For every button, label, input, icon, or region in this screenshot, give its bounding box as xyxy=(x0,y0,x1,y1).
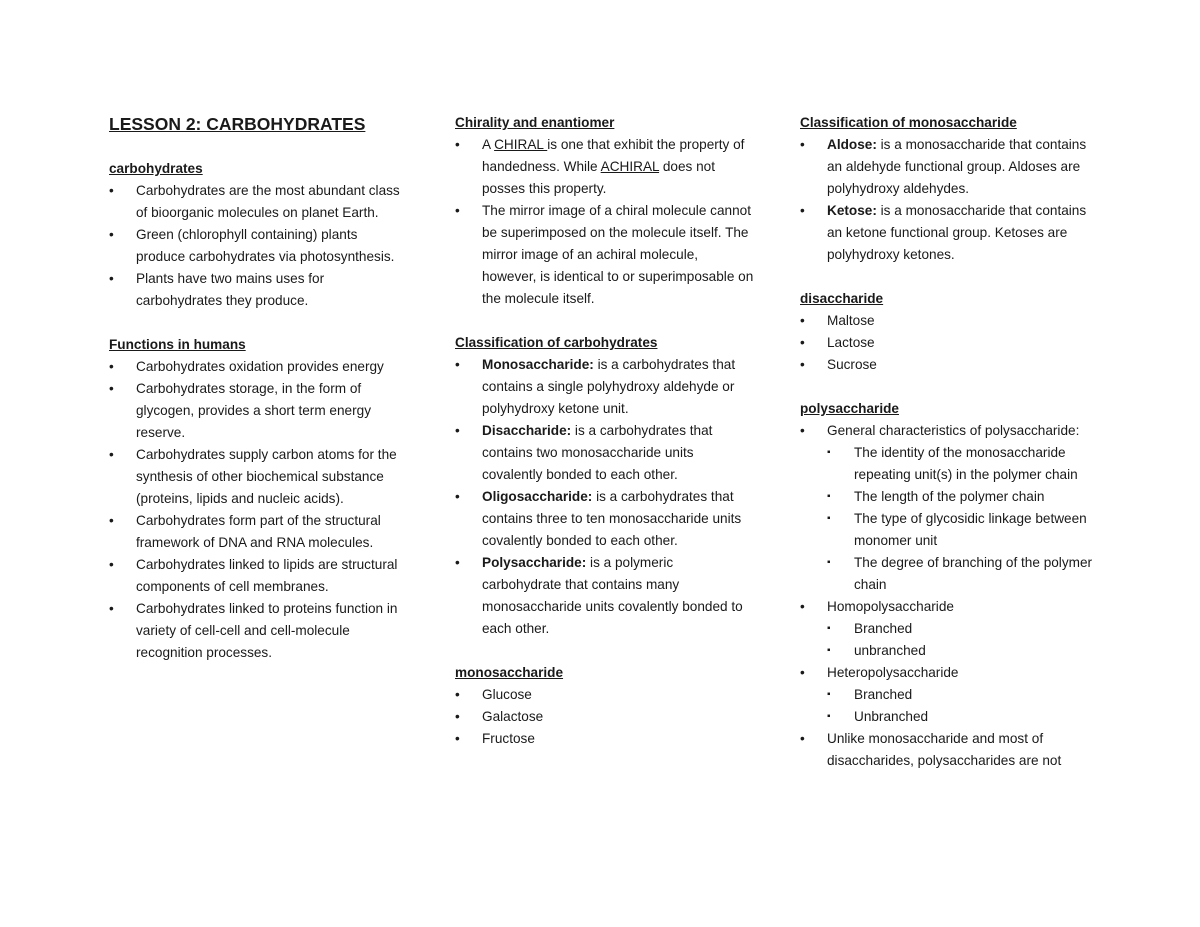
sub-bullet-list xyxy=(827,618,1100,662)
sub-list-item: ▪ The type of glycosidic linkage between monomer unit xyxy=(827,508,1100,552)
list-item: • Carbohydrates linked to proteins function in variety of cell-cell and cell-molecule recognition processes. xyxy=(109,598,409,664)
section-heading-classification-mono: Classification of monosaccharide xyxy=(800,115,1017,130)
section-monosaccharide xyxy=(455,662,755,750)
bullet-list xyxy=(800,420,1100,772)
term: Aldose: xyxy=(827,137,877,152)
list-item xyxy=(455,134,755,200)
list-item xyxy=(800,596,1100,662)
section-heading-disaccharide: disaccharide xyxy=(800,291,884,306)
section-carbohydrates xyxy=(109,158,409,312)
list-item xyxy=(800,134,1100,200)
term: Monosaccharide: xyxy=(482,357,594,372)
text-run: A xyxy=(482,137,495,152)
sub-list-item: ▪ Branched xyxy=(827,684,1100,706)
sub-list-item: ▪ The degree of branching of the polymer chain xyxy=(827,552,1100,596)
sub-list-item: ▪ The length of the polymer chain xyxy=(827,486,1100,508)
definition: is a carbohydrates that contains a single polyhydroxy aldehyde or polyhydroxy ketone unit. xyxy=(482,357,736,416)
list-item: • Green (chlorophyll containing) plants produce carbohydrates via photosynthesis. xyxy=(109,224,409,268)
definition: is a polymeric carbohydrate that contains many monosaccharide units covalently bonded to each other. xyxy=(482,555,743,636)
section-chirality xyxy=(455,112,755,310)
definition: is a monosaccharide that contains an ketone functional group. Ketoses are polyhydroxy ketones. xyxy=(827,203,1087,262)
sub-bullet-list xyxy=(827,442,1100,596)
sub-list-item: ▪ Branched xyxy=(827,618,1100,640)
list-item: • Unlike monosaccharide and most of disaccharides, polysaccharides are not xyxy=(800,728,1100,772)
definition: is a carbohydrates that contains two monosaccharide units covalently bonded to each other. xyxy=(482,423,713,482)
list-item xyxy=(455,354,755,420)
column-1 xyxy=(109,112,409,686)
sub-bullet-list xyxy=(827,684,1100,728)
bullet-list xyxy=(800,310,1100,376)
list-item xyxy=(455,486,755,552)
list-item: • Lactose xyxy=(800,332,1100,354)
bullet-list xyxy=(109,180,409,312)
section-heading-chirality: Chirality and enantiomer xyxy=(455,115,615,130)
list-item: • Sucrose xyxy=(800,354,1100,376)
section-functions xyxy=(109,334,409,664)
list-item-text: Homopolysaccharide xyxy=(827,599,954,614)
term: Polysaccharide: xyxy=(482,555,587,570)
column-2 xyxy=(455,112,755,772)
sub-list-item: ▪ The identity of the monosaccharide repeating unit(s) in the polymer chain xyxy=(827,442,1100,486)
text-run: is one that exhibit the property of handedness. While xyxy=(482,137,745,174)
list-item xyxy=(455,552,755,640)
list-item: • Carbohydrates storage, in the form of glycogen, provides a short term energy reserve. xyxy=(109,378,409,444)
bullet-list xyxy=(455,354,755,640)
term-chiral: CHIRAL xyxy=(494,137,548,152)
list-item: • The mirror image of a chiral molecule cannot be superimposed on the molecule itself. The mirror image of an achiral molecule, however, is identical to or superimposable on the molecule itself. xyxy=(455,200,755,310)
bullet-list xyxy=(455,684,755,750)
section-heading-monosaccharide: monosaccharide xyxy=(455,665,564,680)
list-item: • Carbohydrates oxidation provides energy xyxy=(109,356,409,378)
term: Ketose: xyxy=(827,203,877,218)
list-item: • Plants have two mains uses for carbohydrates they produce. xyxy=(109,268,409,312)
column-3 xyxy=(800,112,1100,794)
list-item-text: Heteropolysaccharide xyxy=(827,665,959,680)
list-item: • Fructose xyxy=(455,728,755,750)
list-item xyxy=(800,200,1100,266)
sub-list-item: ▪ Unbranched xyxy=(827,706,1100,728)
list-item xyxy=(800,420,1100,596)
list-item: • Galactose xyxy=(455,706,755,728)
term-achiral: ACHIRAL xyxy=(600,159,660,174)
section-classification-monosaccharide xyxy=(800,112,1100,266)
list-item-text: General characteristics of polysaccharide: xyxy=(827,423,1080,438)
list-item: • Carbohydrates form part of the structural framework of DNA and RNA molecules. xyxy=(109,510,409,554)
section-disaccharide xyxy=(800,288,1100,376)
list-item xyxy=(455,420,755,486)
page-title: LESSON 2: CARBOHYDRATES xyxy=(109,114,366,134)
section-polysaccharide xyxy=(800,398,1100,772)
section-heading-classification: Classification of carbohydrates xyxy=(455,335,658,350)
term: Disaccharide: xyxy=(482,423,572,438)
section-heading-functions: Functions in humans xyxy=(109,337,246,352)
section-heading-carbohydrates: carbohydrates xyxy=(109,161,203,176)
list-item: • Carbohydrates linked to lipids are structural components of cell membranes. xyxy=(109,554,409,598)
section-heading-polysaccharide: polysaccharide xyxy=(800,401,899,416)
sub-list-item: ▪ unbranched xyxy=(827,640,1100,662)
term: Oligosaccharide: xyxy=(482,489,593,504)
definition: is a carbohydrates that contains three to ten monosaccharide units covalently bonded to each other. xyxy=(482,489,742,548)
list-item xyxy=(800,662,1100,728)
list-item: • Carbohydrates are the most abundant class of bioorganic molecules on planet Earth. xyxy=(109,180,409,224)
list-item: • Maltose xyxy=(800,310,1100,332)
section-classification-carbohydrates xyxy=(455,332,755,640)
list-item: • Glucose xyxy=(455,684,755,706)
list-item: • Carbohydrates supply carbon atoms for the synthesis of other biochemical substance (proteins, lipids and nucleic acids). xyxy=(109,444,409,510)
bullet-list xyxy=(800,134,1100,266)
definition: is a monosaccharide that contains an aldehyde functional group. Aldoses are polyhydroxy aldehydes. xyxy=(827,137,1087,196)
bullet-list xyxy=(109,356,409,664)
bullet-list xyxy=(455,134,755,310)
text-run: does not posses this property. xyxy=(482,159,716,196)
